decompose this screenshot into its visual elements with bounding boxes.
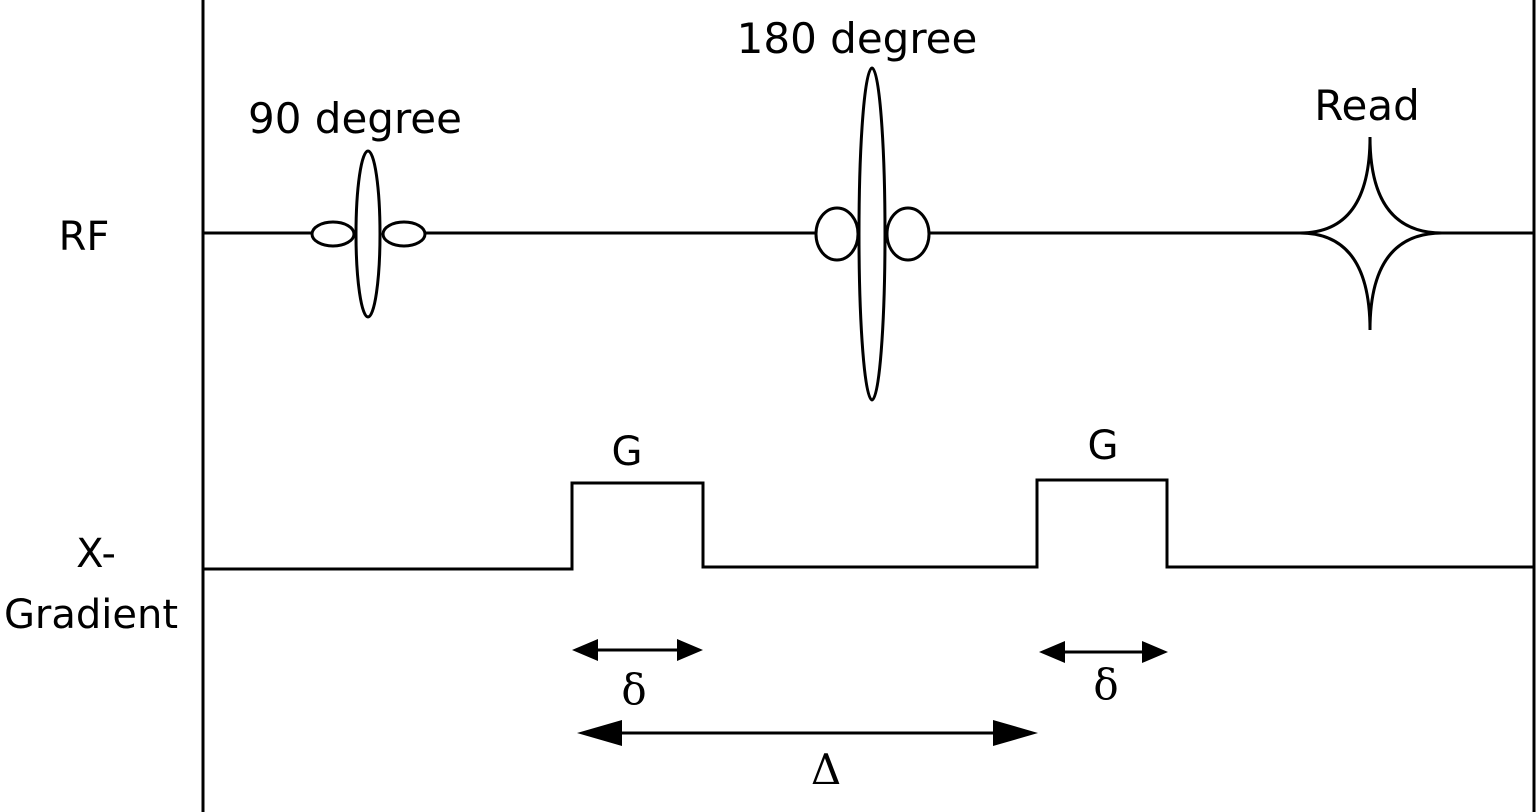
small-delta-label-second: δ — [1093, 660, 1119, 709]
pulse-90-degree-label: 90 degree — [248, 94, 462, 143]
pulse-180-degree-label: 180 degree — [736, 14, 978, 63]
gradient-label-second: G — [1087, 423, 1119, 469]
pulse-90-degree — [312, 151, 425, 317]
x-gradient-row-label-line1: X- — [76, 531, 116, 577]
big-delta-arrow — [577, 720, 1038, 746]
x-gradient-row-label-line2: Gradient — [3, 592, 179, 638]
small-delta-arrow-first — [572, 639, 703, 661]
read-label: Read — [1314, 81, 1420, 130]
rf-row-label: RF — [58, 214, 110, 260]
pulse-180-degree — [816, 68, 929, 400]
big-delta-label: Δ — [810, 745, 842, 794]
read-echo-shape — [1300, 137, 1442, 330]
gradient-label-first: G — [611, 429, 643, 475]
x-gradient-waveform — [203, 480, 1534, 569]
small-delta-label-first: δ — [621, 665, 647, 714]
